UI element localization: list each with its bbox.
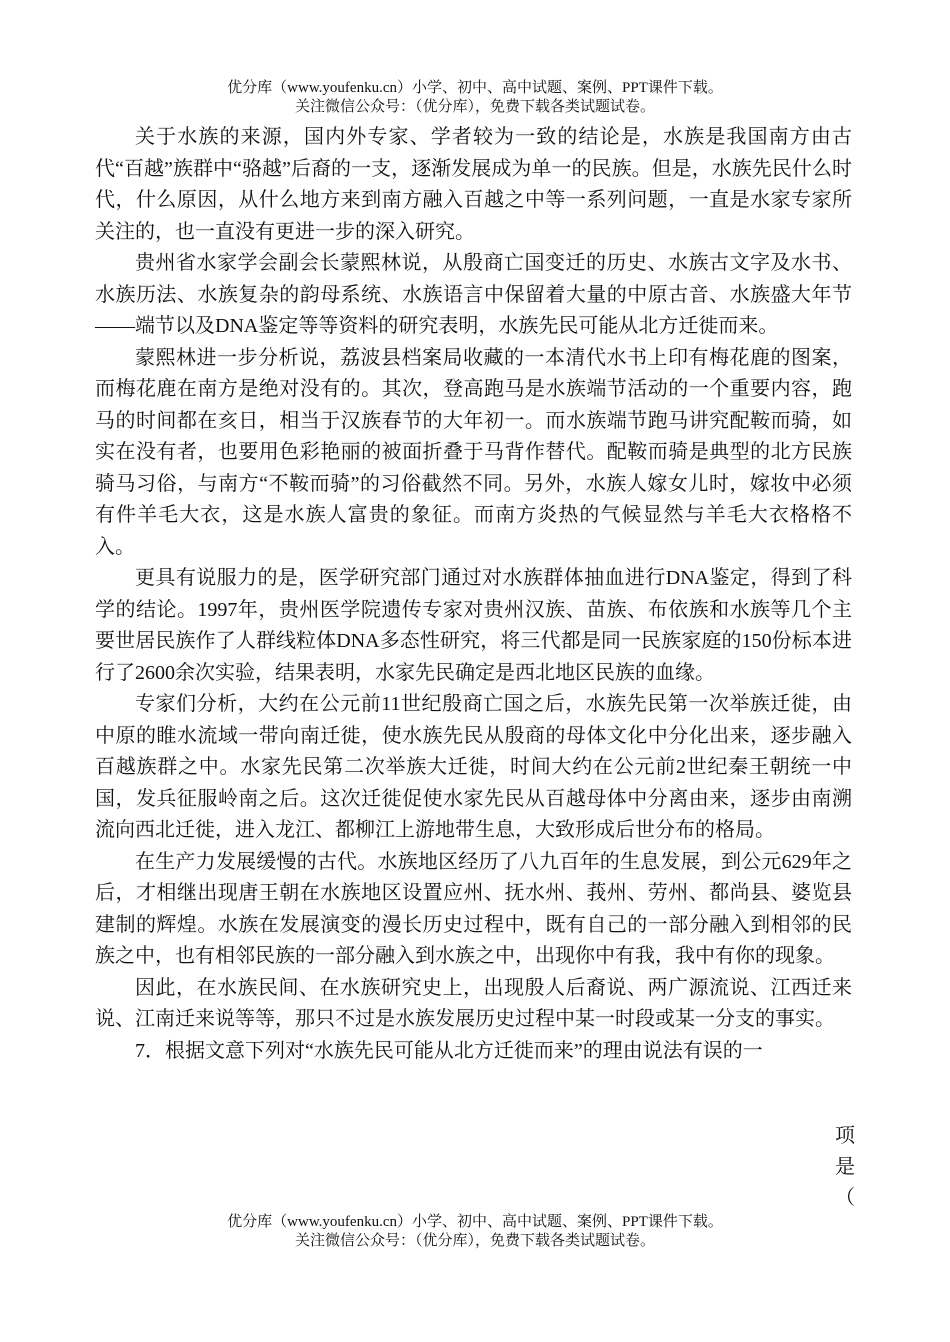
question-7: 7．根据文意下列对“水族先民可能从北方迁徙而来”的理由说法有误的一 <box>135 1039 763 1062</box>
paragraph-4: 更具有说服力的是，医学研究部门通过对水族群体抽血进行DNA鉴定，得到了科学的结论。1997年，贵州医学院遗传专家对贵州汉族、苗族、布依族和水族等几个主要世居民族作了人群线粒体DNA多态性研究，将三代都是同一民族家庭的150份标本进行了2600余次实验，结果表明，水家先民确定是西北地区民族的血缘。 <box>95 567 852 684</box>
paragraph-6: 在生产力发展缓慢的古代。水族地区经历了八九百年的生息发展，到公元629年之后，才相继出现唐王朝在水族地区设置应州、抚水州、莪州、劳州、都尚县、婆览县建制的辉煌。水族在发展演变的漫长历史过程中，既有自己的一部分融入到相邻的民族之中，也有相邻民族的一部分融入到水族之中，出现你中有我，我中有你的现象。 <box>95 850 852 967</box>
question-tail-char: 项 <box>835 1125 855 1147</box>
footer-line-1: 优分库（www.youfenku.cn）小学、初中、高中试题、案例、PPT课件下载。 <box>227 1214 723 1230</box>
header-line-1: 优分库（www.youfenku.cn）小学、初中、高中试题、案例、PPT课件下载。 <box>227 80 723 96</box>
page-footer <box>0 1213 950 1251</box>
question-tail-char: （ <box>835 1187 855 1209</box>
question-tail-char: 是 <box>835 1156 855 1178</box>
paragraph-5: 专家们分析，大约在公元前11世纪殷商亡国之后，水族先民第一次举族迁徙，由中原的睢水流域一带向南迁徙，使水族先民从殷商的母体文化中分化出来，逐步融入百越族群之中。水家先民第二次举族大迁徙，时间大约在公元前2世纪秦王朝统一中国，发兵征服岭南之后。这次迁徙促使水家先民从百越母体中分离由来，逐步由南溯流向西北迁徙，进入龙江、都柳江上游地带生息，大致形成后世分布的格局。 <box>95 693 852 841</box>
article-body <box>95 122 852 1067</box>
paragraph-2: 贵州省水家学会副会长蒙熙林说，从殷商亡国变迁的历史、水族古文字及水书、水族历法、水族复杂的韵母系统、水族语言中保留着大量的中原古音、水族盛大年节——端节以及DNA鉴定等等资料的研究表明，水族先民可能从北方迁徙而来。 <box>95 252 852 337</box>
question-7-overflow <box>833 1121 857 1214</box>
paragraph-1: 关于水族的来源，国内外专家、学者较为一致的结论是，水族是我国南方由古代“百越”族群中“骆越”后裔的一支，逐渐发展成为单一的民族。但是，水族先民什么时代，什么原因，从什么地方来到南方融入百越之中等一系列问题，一直是水家专家所关注的，也一直没有更进一步的深入研究。 <box>95 126 852 243</box>
footer-line-2: 关注微信公众号：（优分库），免费下载各类试题试卷。 <box>294 1233 655 1249</box>
header-line-2: 关注微信公众号：（优分库），免费下载各类试题试卷。 <box>294 99 655 115</box>
page-header <box>0 79 950 117</box>
paragraph-3: 蒙熙林进一步分析说，荔波县档案局收藏的一本清代水书上印有梅花鹿的图案，而梅花鹿在南方是绝对没有的。其次，登高跑马是水族端节活动的一个重要内容，跑马的时间都在亥日，相当于汉族春节的大年初一。而水族端节跑马讲究配鞍而骑，如实在没有者，也要用色彩艳丽的被面折叠于马背作替代。配鞍而骑是典型的北方民族骑马习俗，与南方“不鞍而骑”的习俗截然不同。另外，水族人嫁女儿时，嫁妆中必须有件羊毛大衣，这是水族人富贵的象征。而南方炎热的气候显然与羊毛大衣格格不入。 <box>95 346 852 558</box>
paragraph-7: 因此，在水族民间、在水族研究史上，出现殷人后裔说、两广源流说、江西迁来说、江南迁来说等等，那只不过是水族发展历史过程中某一时段或某一分支的事实。 <box>95 976 852 1030</box>
